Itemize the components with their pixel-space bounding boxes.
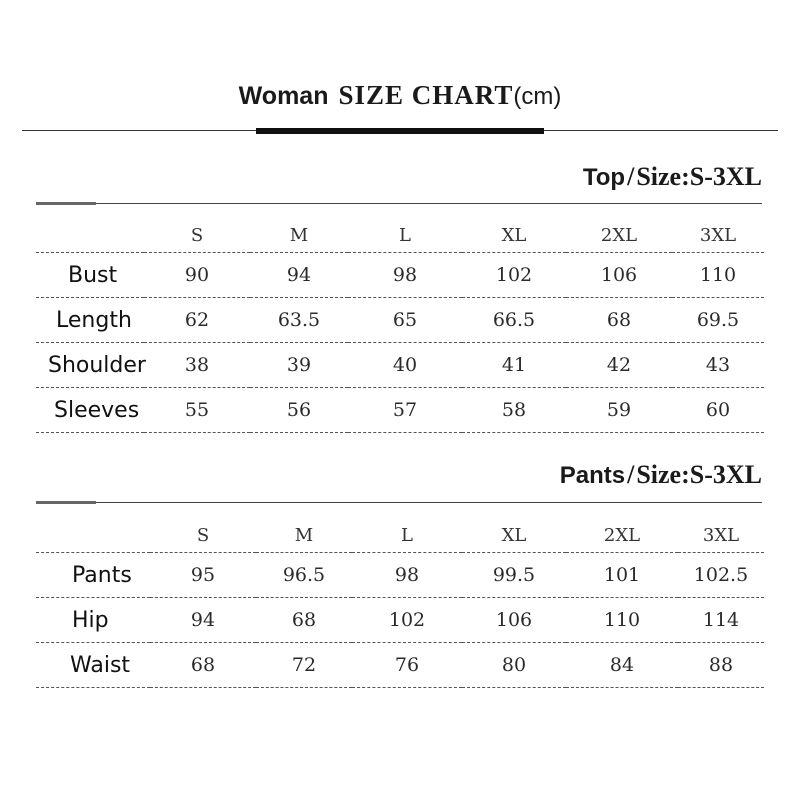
- measurement-value: 65: [348, 298, 462, 343]
- table-row: [36, 643, 764, 688]
- measurement-value: 43: [672, 343, 764, 388]
- table-row: [36, 388, 764, 433]
- measurement-value: 94: [250, 253, 348, 298]
- measurement-value: 102: [462, 253, 566, 298]
- measurement-value: 106: [566, 253, 672, 298]
- measurement-value: 63.5: [250, 298, 348, 343]
- measurement-value: 102: [352, 598, 462, 643]
- corner-cell: [36, 518, 150, 553]
- top-section-name: Top: [582, 164, 626, 191]
- pants-section-divider: [36, 502, 762, 503]
- title-unit: (cm): [513, 83, 562, 110]
- size-header: 3XL: [672, 218, 764, 253]
- measurement-value: 98: [352, 553, 462, 598]
- size-header: XL: [462, 218, 566, 253]
- measurement-value: 68: [150, 643, 256, 688]
- measurement-value: 110: [566, 598, 678, 643]
- row-label: Pants: [36, 553, 150, 598]
- size-header: M: [250, 218, 348, 253]
- top-section-divider-accent: [36, 202, 96, 205]
- top-size-table: [36, 218, 764, 433]
- pants-section-name: Pants: [559, 462, 626, 489]
- row-label: Bust: [36, 253, 144, 298]
- measurement-value: 88: [678, 643, 764, 688]
- table-row: [36, 298, 764, 343]
- measurement-value: 55: [144, 388, 250, 433]
- pants-section-range: Size:S-3XL: [636, 460, 762, 489]
- measurement-value: 80: [462, 643, 566, 688]
- row-label: Waist: [36, 643, 150, 688]
- top-section-range: Size:S-3XL: [636, 162, 762, 191]
- measurement-value: 72: [256, 643, 352, 688]
- measurement-value: 98: [348, 253, 462, 298]
- pants-section-divider-accent: [36, 501, 96, 504]
- size-header: L: [352, 518, 462, 553]
- measurement-value: 110: [672, 253, 764, 298]
- measurement-value: 69.5: [672, 298, 764, 343]
- measurement-value: 96.5: [256, 553, 352, 598]
- size-header: L: [348, 218, 462, 253]
- row-label: Shoulder: [36, 343, 144, 388]
- row-label: Sleeves: [36, 388, 144, 433]
- title-divider-accent: [256, 128, 544, 134]
- table-row: [36, 343, 764, 388]
- measurement-value: 114: [678, 598, 764, 643]
- size-header: 2XL: [566, 518, 678, 553]
- top-section-separator: /: [627, 162, 635, 191]
- measurement-value: 95: [150, 553, 256, 598]
- row-label: Length: [36, 298, 144, 343]
- row-label: Hip: [36, 598, 150, 643]
- table-row: [36, 598, 764, 643]
- measurement-value: 66.5: [462, 298, 566, 343]
- size-header: 3XL: [678, 518, 764, 553]
- pants-size-table: [36, 518, 764, 688]
- size-header: 2XL: [566, 218, 672, 253]
- measurement-value: 106: [462, 598, 566, 643]
- measurement-value: 59: [566, 388, 672, 433]
- measurement-value: 62: [144, 298, 250, 343]
- measurement-value: 102.5: [678, 553, 764, 598]
- top-section-title: [583, 162, 762, 192]
- size-header: M: [256, 518, 352, 553]
- measurement-value: 57: [348, 388, 462, 433]
- title-prefix: Woman: [238, 82, 329, 110]
- measurement-value: 68: [566, 298, 672, 343]
- pants-section-title: [560, 460, 762, 490]
- measurement-value: 42: [566, 343, 672, 388]
- measurement-value: 40: [348, 343, 462, 388]
- measurement-value: 38: [144, 343, 250, 388]
- size-header: S: [144, 218, 250, 253]
- measurement-value: 39: [250, 343, 348, 388]
- pants-section-separator: /: [627, 460, 635, 489]
- top-size-header-row: [36, 218, 764, 253]
- size-header: XL: [462, 518, 566, 553]
- title-main: SIZE CHART: [338, 80, 514, 110]
- table-row: [36, 553, 764, 598]
- table-row: [36, 253, 764, 298]
- measurement-value: 58: [462, 388, 566, 433]
- page-title: [0, 80, 800, 111]
- size-header: S: [150, 518, 256, 553]
- measurement-value: 101: [566, 553, 678, 598]
- measurement-value: 84: [566, 643, 678, 688]
- measurement-value: 90: [144, 253, 250, 298]
- corner-cell: [36, 218, 144, 253]
- measurement-value: 56: [250, 388, 348, 433]
- measurement-value: 41: [462, 343, 566, 388]
- measurement-value: 68: [256, 598, 352, 643]
- pants-size-header-row: [36, 518, 764, 553]
- top-section-divider: [36, 203, 762, 204]
- measurement-value: 60: [672, 388, 764, 433]
- measurement-value: 94: [150, 598, 256, 643]
- measurement-value: 99.5: [462, 553, 566, 598]
- measurement-value: 76: [352, 643, 462, 688]
